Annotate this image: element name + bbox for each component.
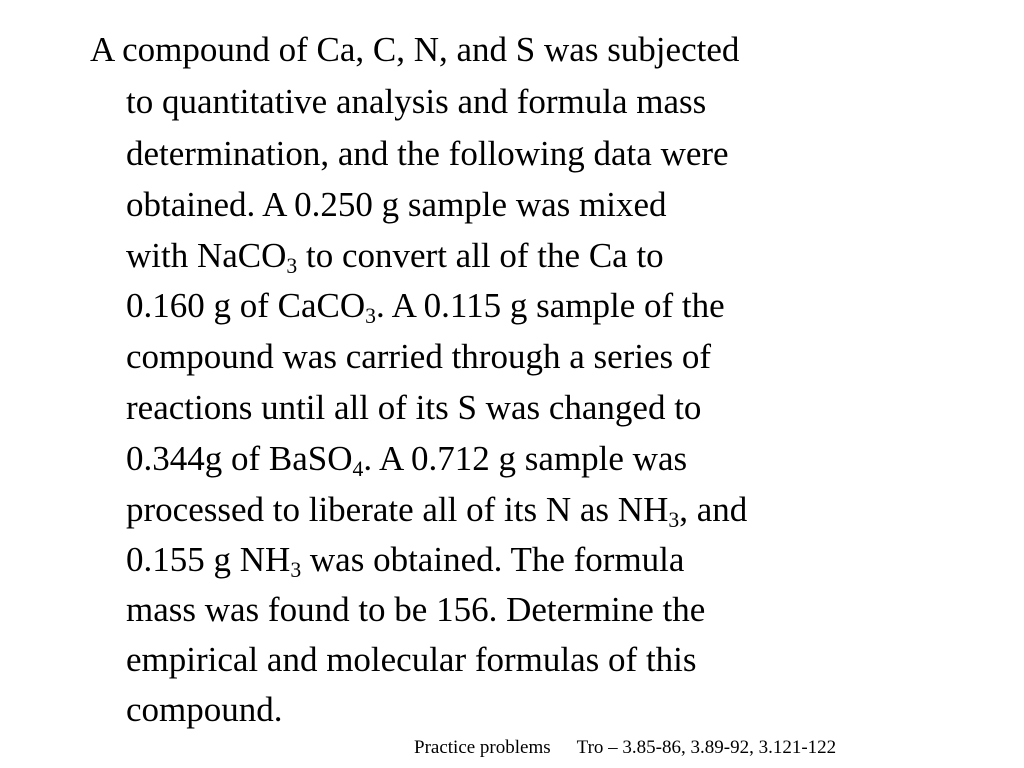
problem-line-text: . A 0.115 g sample of the [376,286,725,325]
problem-line-text: processed to liberate all of its N as NH [126,490,669,529]
problem-line [126,388,701,428]
problem-line [126,82,706,122]
footer-label: Practice problems [414,737,551,758]
footer-note [414,735,836,761]
problem-line-text: 0.344g of BaSO [126,439,353,478]
problem-line-text: 0.155 g NH [126,540,291,579]
problem-line-text: A compound of Ca, C, N, and S was subjected [90,30,740,69]
problem-line-text: obtained. A 0.250 g sample was mixed [126,185,667,224]
problem-line-text: reactions until all of its S was changed to [126,388,702,427]
problem-line [126,236,664,279]
problem-line-text: , and [679,490,748,529]
problem-line-text: . A 0.712 g sample was [363,439,688,478]
subscript: 3 [365,304,376,329]
subscript: 4 [352,457,364,482]
problem-line [126,185,666,225]
subscript: 3 [668,508,680,533]
problem-line [126,439,688,482]
problem-line-text: with NaCO [126,236,287,275]
problem-line-text: mass was found to be 156. Determine the [126,590,706,629]
problem-line-text: 0.160 g of CaCO [126,286,366,325]
problem-line [126,337,711,377]
problem-line-text: to convert all of the Ca to [297,236,664,275]
problem-line [126,640,697,680]
problem-line [126,134,729,174]
problem-line-text: compound. [126,690,283,729]
problem-line [90,30,739,70]
problem-line [126,590,705,630]
problem-line [126,690,283,730]
problem-line [126,286,725,329]
subscript: 3 [290,558,302,583]
problem-line-text: empirical and molecular formulas of this [126,640,697,679]
problem-line [126,490,748,533]
problem-line [126,540,685,583]
problem-line-text: to quantitative analysis and formula mass [126,82,707,121]
subscript: 3 [286,254,298,279]
problem-line-text: was obtained. The formula [301,540,685,579]
footer-reference: Tro – 3.85-86, 3.89-92, 3.121-122 [576,737,837,758]
problem-line-text: compound was carried through a series of [126,337,712,376]
problem-line-text: determination, and the following data were [126,134,729,173]
